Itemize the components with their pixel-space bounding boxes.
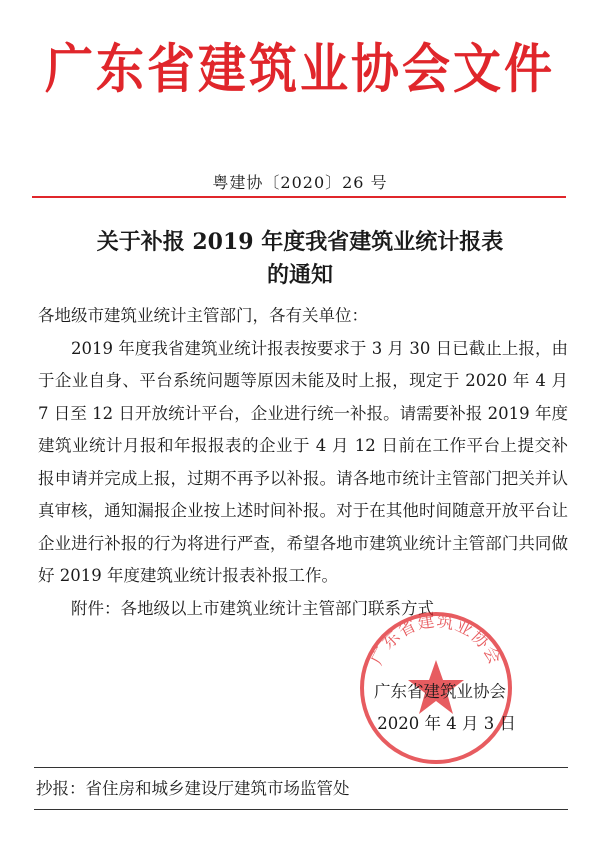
notice-body <box>38 300 568 625</box>
salutation: 各地级市建筑业统计主管部门，各有关单位： <box>38 306 368 325</box>
svg-text:广东省建筑业协会 <box>367 611 505 668</box>
attachment-line: 附件：各地级以上市建筑业统计主管部门联系方式 <box>71 598 434 618</box>
cc-top-rule <box>34 767 568 768</box>
red-divider <box>32 196 566 198</box>
notice-title-line-1: 关于补报 2019 年度我省建筑业统计报表 <box>96 229 504 255</box>
cc-bottom-rule <box>34 809 568 810</box>
signature-organization: 广东省建筑业协会 <box>374 682 506 701</box>
signature-block <box>374 676 516 740</box>
document-number: 粤建协〔2020〕26 号 <box>212 173 388 192</box>
notice-title-line-2: 的通知 <box>266 262 333 288</box>
cc-line: 抄报：省住房和城乡建设厅建筑市场监管处 <box>36 779 350 798</box>
body-paragraph: 2019 年度我省建筑业统计报表按要求于 3 月 30 日已截止上报，由于企业自身、平台系统问题等原因未能及时上报，现定于 2020 年 4 月 7 日至 12 日开放统计平台，企业进行统一补报。请需要补报 2019 年度建筑业统计月报和年报报表的企业于 4 月 12 日前在工作平台上提交补报申请并完成上报，过期不再予以补报。请各地市统计主管部门把关并认真审核，通知漏报企业按上述时间补报。对于在其他时间随意开放平台让企业进行补报的行为将进行严查，希望各地市建筑业统计主管部门共同做好 2019 年度建筑业统计报表补报工作。 <box>38 338 568 585</box>
signature-date: 2020 年 4 月 3 日 <box>377 714 516 733</box>
letterhead-title: 广东省建筑业协会文件 <box>44 38 555 101</box>
notice-title <box>40 226 560 292</box>
seal-text: 广东省建筑业协会 <box>367 611 505 669</box>
